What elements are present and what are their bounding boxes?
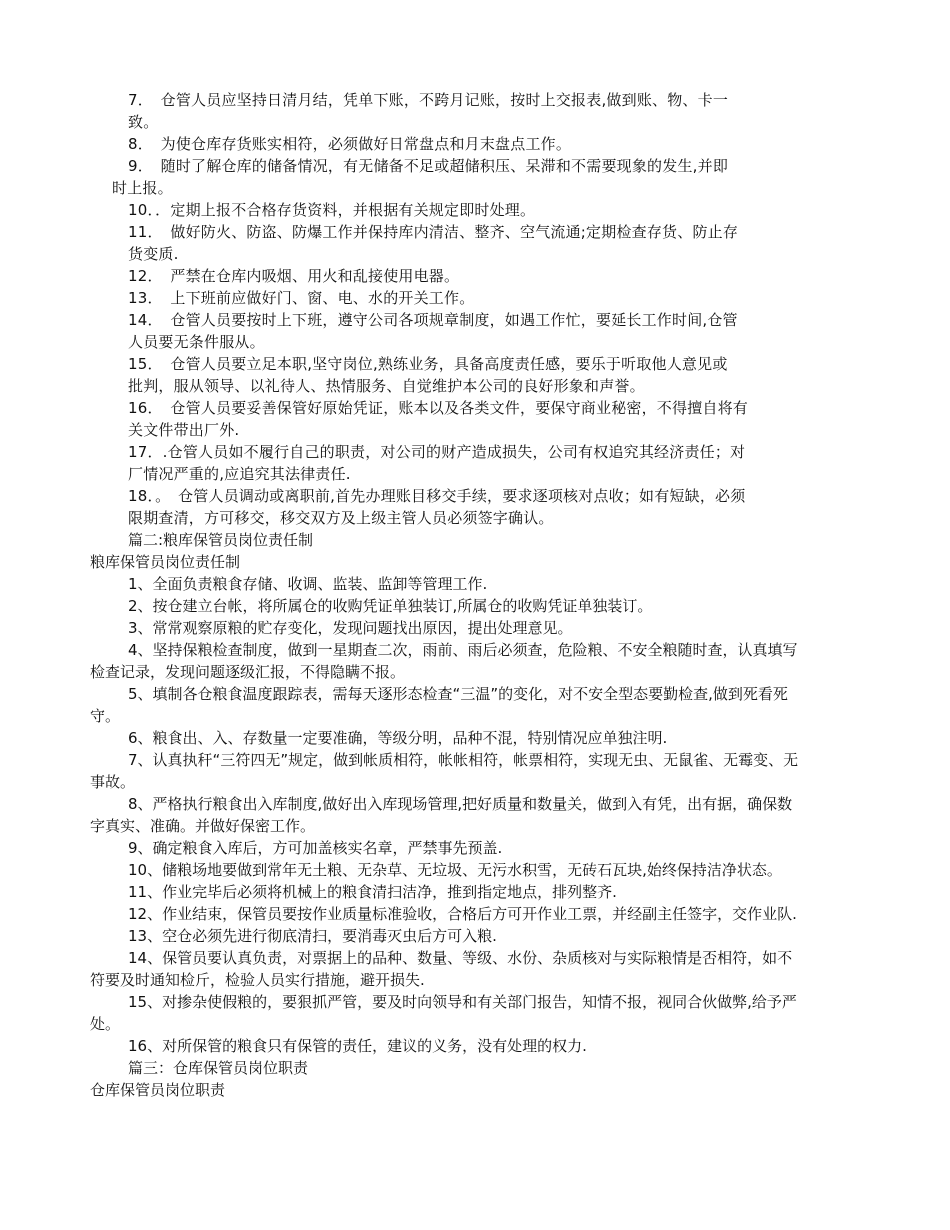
rule-11-line-1: 11． 做好防火、防盗、防爆工作并保持库内清洁、整齐、空气流通;定期检查存货、防止存 — [128, 223, 739, 241]
section-title-part-2: 粮库保管员岗位责任制 — [90, 553, 241, 571]
rule-18-line-1: 18．。 仓管人员调动或离职前,首先办理账目移交手续，要求逐项核对点收；如有短缺，必须 — [128, 487, 746, 505]
duty-14-line-2: 符要及时通知检斤，检验人员实行措施，避开损失. — [90, 971, 425, 989]
duty-4-line-1: 4、坚持保粮检查制度，做到一星期查二次，雨前、雨后必须查，危险粮、不安全粮随时查，认真填写 — [128, 641, 798, 659]
duty-14-line-1: 14、保管员要认真负责，对票据上的品种、数量、等级、水份、杂质核对与实际粮情是否相符，如不 — [128, 949, 793, 967]
duty-2: 2、按仓建立台帐，将所属仓的收购凭证单独装订,所属仓的收购凭证单独装订。 — [128, 597, 653, 615]
duty-7-line-2: 事故。 — [90, 773, 136, 791]
duty-15-line-2: 处。 — [90, 1015, 121, 1033]
duty-5-line-2: 守。 — [90, 707, 121, 725]
rule-15-line-1: 15． 仓管人员要立足本职,坚守岗位,熟练业务，具备高度责任感，要乐于听取他人意见或 — [128, 355, 728, 373]
duty-15-line-1: 15、对掺杂使假粮的，要狠抓严管，要及时向领导和有关部门报告，知情不报，视同合伙做弊,给予严 — [128, 993, 797, 1011]
duty-3: 3、常常观察原粮的贮存变化，发现问题找出原因，提出处理意见。 — [128, 619, 573, 637]
duty-8-line-2: 字真实、准确。并做好保密工作。 — [90, 817, 316, 835]
duty-1: 1、全面负责粮食存储、收调、监装、监卸等管理工作. — [128, 575, 488, 593]
duty-6: 6、粮食出、入、存数量一定要准确，等级分明，品种不混，特别情况应单独注明. — [128, 729, 668, 747]
rule-10: 10．．定期上报不合格存货资料，并根据有关规定即时处理。 — [128, 201, 536, 219]
duty-4-line-2: 检查记录，发现问题逐级汇报，不得隐瞒不报。 — [90, 663, 406, 681]
duty-5-line-1: 5、填制各仓粮食温度跟踪表，需每天逐形态检查“三温”的变化，对不安全型态要勤检查,做到死看死 — [128, 685, 788, 703]
rule-14-line-1: 14． 仓管人员要按时上下班，遵守公司各项规章制度，如遇工作忙，要延长工作时间,仓管 — [128, 311, 738, 329]
rule-9-line-1: 9． 随时了解仓库的储备情况，有无储备不足或超储积压、呆滞和不需要现象的发生,并即 — [128, 157, 729, 175]
section-heading-part-2: 篇二:粮库保管员岗位责任制 — [128, 531, 314, 549]
rule-17-line-2: 厂情况严重的,应追究其法律责任. — [128, 465, 351, 483]
rule-9-line-2: 时上报。 — [112, 179, 173, 197]
section-title-part-3: 仓库保管员岗位职责 — [90, 1081, 226, 1099]
rule-16-line-2: 关文件带出厂外. — [128, 421, 240, 439]
duty-11: 11、作业完毕后必须将机械上的粮食清扫洁净，推到指定地点，排列整齐. — [128, 883, 617, 901]
duty-13: 13、空仓必须先进行彻底清扫，要消毒灭虫后方可入粮. — [128, 927, 497, 945]
rule-18-line-2: 限期查清，方可移交，移交双方及上级主管人员必须签字确认。 — [128, 509, 554, 527]
rule-7-line-1: 7． 仓管人员应坚持日清月结，凭单下账，不跨月记账，按时上交报表,做到账、物、卡一 — [128, 91, 729, 109]
duty-16: 16、对所保管的粮食只有保管的责任，建议的义务，没有处理的权力. — [128, 1037, 587, 1055]
rule-17-line-1: 17．.仓管人员如不履行自己的职责，对公司的财产造成损失，公司有权追究其经济责任；对 — [128, 443, 746, 461]
duty-9: 9、确定粮食入库后，方可加盖核实名章，严禁事先预盖. — [128, 839, 503, 857]
rule-16-line-1: 16． 仓管人员要妥善保管好原始凭证，账本以及各类文件，要保守商业秘密，不得擅自将有 — [128, 399, 748, 417]
duty-10: 10、储粮场地要做到常年无土粮、无杂草、无垃圾、无污水积雪，无砖石瓦块,始终保持洁净状态。 — [128, 861, 782, 879]
rule-14-line-2: 人员要无条件服从。 — [128, 333, 265, 351]
rule-7-line-2: 致。 — [128, 113, 159, 131]
rule-12: 12． 严禁在仓库内吸烟、用火和乱接使用电器。 — [128, 267, 460, 285]
rule-13: 13． 上下班前应做好门、窗、电、水的开关工作。 — [128, 289, 475, 307]
rule-15-line-2: 批判，服从领导、以礼待人、热情服务、自觉维护本公司的良好形象和声誉。 — [128, 377, 645, 395]
rule-8: 8． 为使仓库存货账实相符，必须做好日常盘点和月末盘点工作。 — [128, 135, 572, 153]
rule-11-line-2: 货变质. — [128, 245, 179, 263]
section-heading-part-3: 篇三：仓库保管员岗位职责 — [128, 1059, 309, 1077]
duty-12: 12、作业结束，保管员要按作业质量标准验收，合格后方可开作业工票，并经副主任签字，交作业队. — [128, 905, 797, 923]
duty-7-line-1: 7、认真执秆“三符四无”规定，做到帐质相符，帐帐相符，帐票相符，实现无虫、无鼠雀、无霉变、无 — [128, 751, 799, 769]
duty-8-line-1: 8、严格执行粮食出入库制度,做好出入库现场管理,把好质量和数量关，做到入有凭，出有据，确保数 — [128, 795, 793, 813]
